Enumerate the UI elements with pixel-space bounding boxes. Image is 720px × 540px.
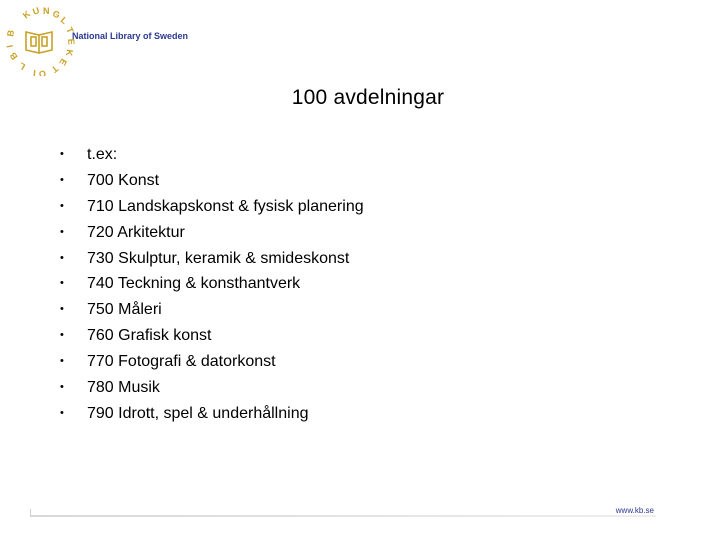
list-item [52,246,364,272]
bullet-icon: • [60,173,64,186]
svg-text:E: E [57,57,69,68]
list-item-text: 720 Arkitektur [87,223,185,241]
bullet-icon: • [60,225,64,238]
bullet-icon: • [60,251,64,264]
svg-text:E: E [66,38,76,46]
svg-text:O: O [37,68,48,76]
svg-text:L: L [17,60,27,72]
svg-text:K: K [20,8,33,21]
svg-text:U: U [31,5,41,17]
list-item [52,401,364,427]
svg-text:G: G [51,8,62,21]
bullet-list [52,142,364,427]
list-item [52,142,364,168]
list-item-text: 710 Landskapskonst & fysisk planering [87,197,364,215]
list-item-text: t.ex: [87,146,118,163]
bullet-icon: • [60,148,64,160]
list-item-text: 790 Idrott, spel & underhållning [87,404,309,422]
list-item-text: 770 Fotografi & datorkonst [87,353,276,371]
library-logo [4,4,76,76]
list-item [52,168,364,194]
svg-text:B: B [5,29,17,38]
footer-url[interactable]: www.kb.se [615,506,654,515]
bullet-icon: • [60,303,64,316]
list-item-text: 750 Måleri [87,301,162,319]
bullet-icon: • [60,406,64,419]
svg-text:B: B [7,50,20,62]
list-item-text: 740 Teckning & konsthantverk [87,275,301,293]
bullet-icon: • [60,355,64,368]
svg-text:I: I [32,67,37,76]
svg-text:T: T [49,63,61,75]
svg-text:N: N [43,6,50,16]
bullet-icon: • [60,199,64,212]
bullet-icon: • [60,329,64,342]
list-item-text: 760 Grafisk konst [87,327,212,345]
list-item-text: 700 Konst [87,171,160,189]
svg-text:T: T [64,25,76,35]
list-item [52,375,364,401]
list-item [52,271,364,297]
list-item [52,323,364,349]
svg-text:I: I [4,44,15,49]
slide-title: 100 avdelningar [291,86,445,109]
bullet-icon: • [60,381,64,394]
list-item-text: 730 Skulptur, keramik & smideskonst [87,249,350,267]
org-name: National Library of Sweden [72,31,189,41]
svg-text:L: L [58,14,70,27]
list-item [52,220,364,246]
footer-divider [30,515,656,517]
svg-text:K: K [63,48,75,57]
list-item [52,194,364,220]
bullet-icon: • [60,277,64,290]
list-item [52,349,364,375]
list-item-text: 780 Musik [87,379,160,397]
list-item [52,297,364,323]
